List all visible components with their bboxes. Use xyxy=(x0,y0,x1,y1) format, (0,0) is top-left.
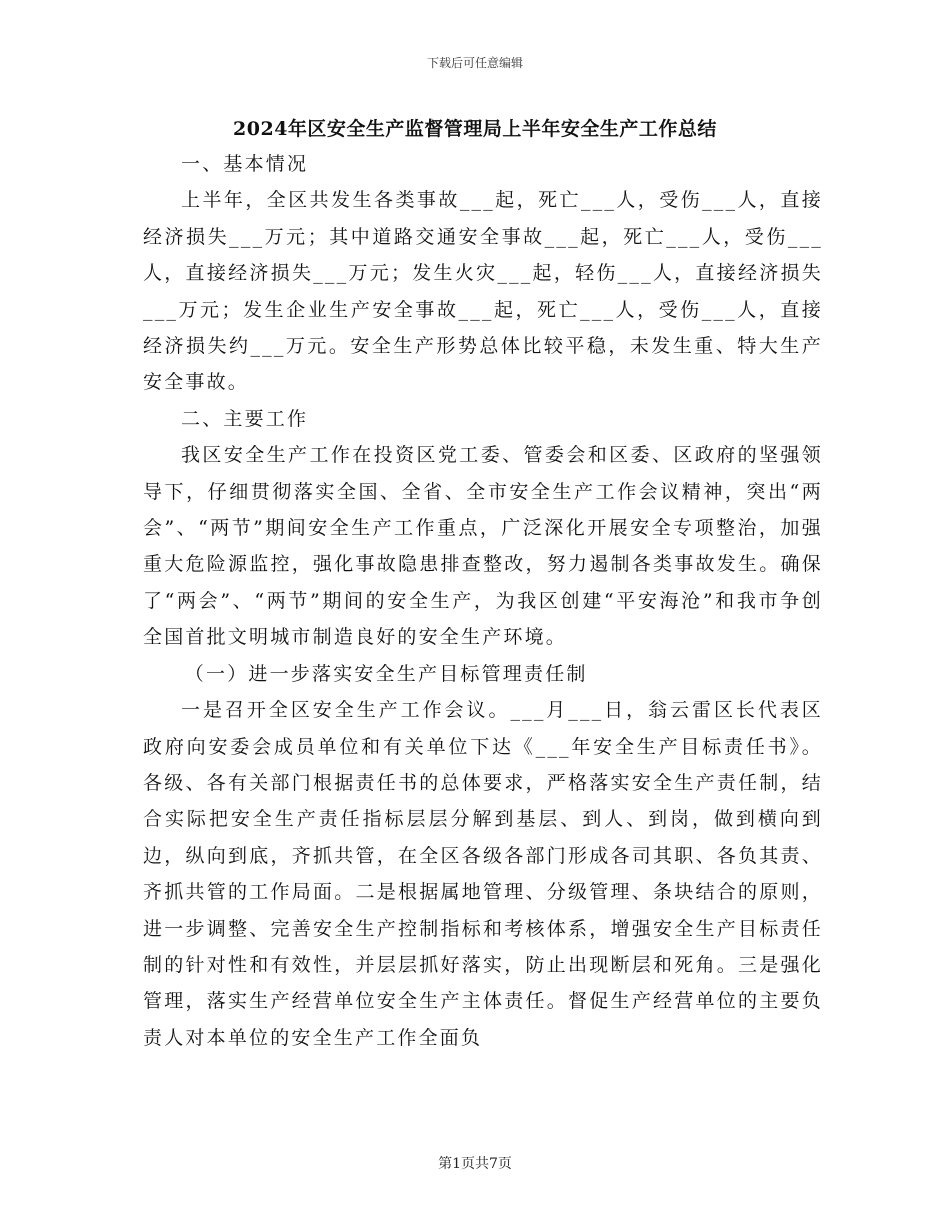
section-heading-basic-situation: 一、基本情况 xyxy=(181,153,309,175)
subsection-heading-responsibility: （一）进一步落实安全生产目标管理责任制 xyxy=(184,662,588,685)
page-footer: 第1页共7页 xyxy=(438,1156,512,1172)
document-title: 2024年区安全生产监督管理局上半年安全生产工作总结 xyxy=(233,118,717,140)
section-heading-main-work: 二、主要工作 xyxy=(181,407,309,430)
paragraph-responsibility: 一是召开全区安全生产工作会议。___月___日，翁云雷区长代表区政府向安委会成员单位和有关单位下达《___年安全生产目标责任书》。各级、各有关部门根据责任书的总体要求，严格落实安全生产责任制，结合实际把安全生产责任指标层层分解到基层、到人、到岗，做到横向到边，纵向到底，齐抓共管，在全区各级各部门形成各司其职、各负其责、齐抓共管的工作局面。二是根据属地管理、分级管理、条块结合的原则，进一步调整、完善安全生产控制指标和考核体系，增强安全生产目标责任制的针对性和有效性，并层层抓好落实，防止出现断层和死角。三是强化管理，落实生产经营单位安全生产主体责任。督促生产经营单位的主要负责人对本单位的安全生产工作全面负 xyxy=(143,699,823,1049)
paragraph-main-work: 我区安全生产工作在投资区党工委、管委会和区委、区政府的坚强领导下，仔细贯彻落实全国、全省、全市安全生产工作会议精神，突出“两会”、“两节”期间安全生产工作重点，广泛深化开展安全专项整治，加强重大危险源监控，强化事故隐患排查整改，努力遏制各类事故发生。确保了“两会”、“两节”期间的安全生产，为我区创建“平安海沧”和我市争创全国首批文明城市制造良好的安全生产环境。 xyxy=(143,444,823,649)
header-note: 下载后可任意编辑 xyxy=(426,56,523,70)
document-body xyxy=(143,146,823,1056)
paragraph-basic-situation: 上半年，全区共发生各类事故___起，死亡___人，受伤___人，直接经济损失___万元；其中道路交通安全事故___起，死亡___人，受伤___人，直接经济损失___万元；发生火灾___起，轻伤___人，直接经济损失___万元；发生企业生产安全事故___起，死亡___人，受伤___人，直接经济损失约___万元。安全生产形势总体比较平稳，未发生重、特大生产安全事故。 xyxy=(143,189,823,394)
